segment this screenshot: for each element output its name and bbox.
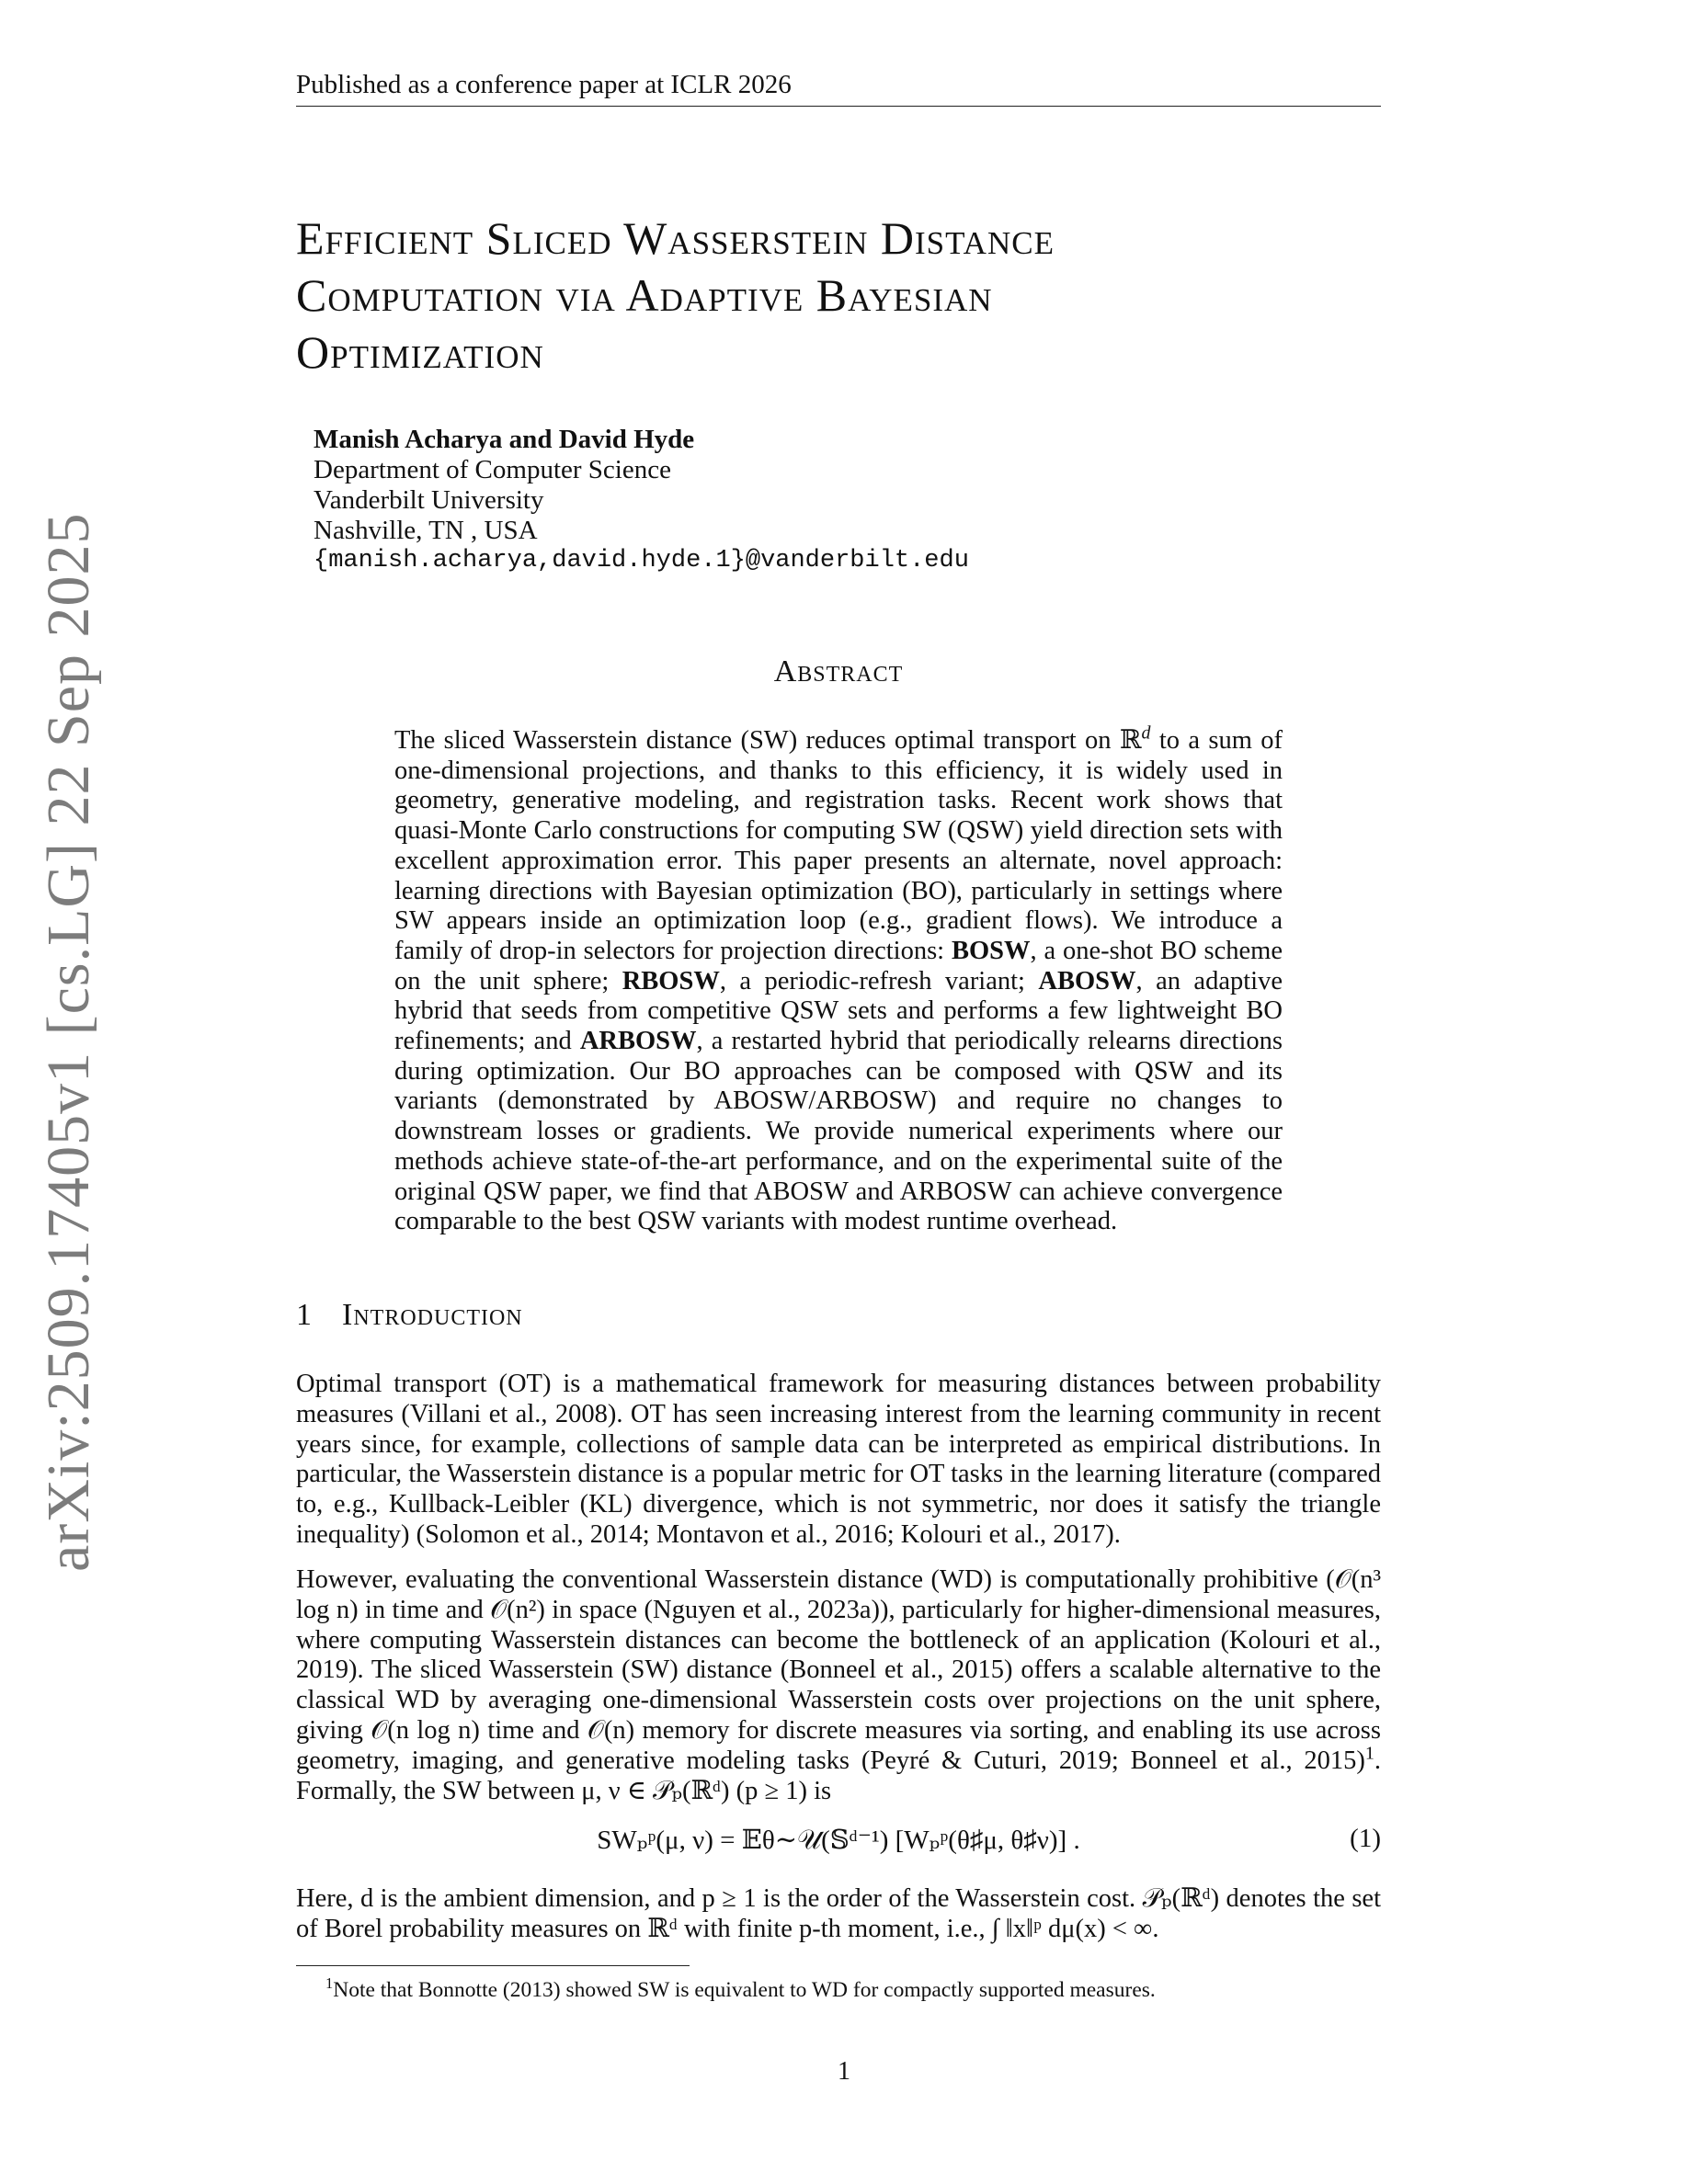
arxiv-sidebar-stamp: arXiv:2509.17405v1 [cs.LG] 22 Sep 2025 xyxy=(35,512,102,1572)
intro-paragraph-3: Here, d is the ambient dimension, and p ≥ 1 is the order of the Wasserstein cost. 𝒫ₚ(ℝᵈ) denotes the set of Borel probability measures on ℝᵈ with finite p-th moment, i.e., ∫ ‖x‖ᵖ dμ(x) < ∞. xyxy=(296,1884,1381,1943)
author-block xyxy=(314,425,969,576)
author-location: Nashville, TN , USA xyxy=(314,516,538,545)
abstract-text: , a restarted hybrid that periodically relearns directions during optimization. Our BO approaches can be composed with QSW and its variants (demonstrated by ABOSW/ARBOSW) and require no changes to downstream losses or gradients. We provide numerical experiments where our methods achieve state-of-the-art performance, and on the experimental suite of the original QSW paper, we find that ABOSW and ARBOSW can achieve convergence comparable to the best QSW variants with modest runtime overhead. xyxy=(394,1027,1283,1236)
title-line-1: Efficient Sliced Wasserstein Distance xyxy=(296,212,1055,264)
footnote-text: Note that Bonnotte (2013) showed SW is equivalent to WD for compactly supported measures. xyxy=(333,1978,1156,2002)
header-rule xyxy=(296,106,1381,107)
author-department: Department of Computer Science xyxy=(314,455,671,484)
method-name-abosw: ABOSW xyxy=(1038,966,1136,995)
abstract-text: , an adaptive hybrid that seeds from competitive QSW sets and performs a few lightweight BO refinements; and xyxy=(394,966,1283,1056)
section-heading-introduction xyxy=(296,1298,523,1333)
method-name-arbosw: ARBOSW xyxy=(579,1027,697,1056)
paragraph-text: . Formally, the SW between μ, ν ∈ 𝒫ₚ(ℝᵈ) (p ≥ 1) is xyxy=(296,1746,1381,1805)
page-number: 1 xyxy=(838,2057,850,2086)
abstract-text: , a one-shot BO scheme on the unit sphere; xyxy=(394,936,1283,995)
abstract-text: to a sum of one-dimensional projections, and thanks to this efficiency, it is widely used in geometry, generative modeling, and registration tasks. Recent work shows that quasi-Monte Carlo constructions for computing SW (QSW) yield direction sets with excellent approximation error. This paper presents an alternate, novel approach: learning directions with Bayesian optimization (BO), particularly in settings where SW appears inside an optimization loop (e.g., gradient flows). We introduce a family of drop-in selectors for projection directions: xyxy=(394,726,1283,965)
method-name-bosw: BOSW xyxy=(951,936,1031,965)
abstract-superscript: d xyxy=(1141,722,1151,744)
intro-paragraph-2 xyxy=(296,1565,1381,1806)
footnote-mark: 1 xyxy=(325,1974,334,1993)
intro-paragraph-1: Optimal transport (OT) is a mathematical framework for measuring distances between probability measures (Villani et al., 2008). OT has seen increasing interest from the learning community in recent years since, for example, collections of sample data can be interpreted as empirical distributions. In particular, the Wasserstein distance is a popular metric for OT tasks in the learning literature (compared to, e.g., Kullback-Leibler (KL) divergence, which is not symmetric, nor does it satisfy the triangle inequality) (Solomon et al., 2014; Montavon et al., 2016; Kolouri et al., 2017). xyxy=(296,1370,1381,1549)
equation-number: (1) xyxy=(1350,1824,1381,1853)
footnote-marker[interactable]: 1 xyxy=(1364,1743,1374,1764)
equation-body: SWₚᵖ(μ, ν) = 𝔼θ∼𝒰(𝕊ᵈ⁻¹) [Wₚᵖ(θ♯μ, θ♯ν)] . xyxy=(597,1826,1080,1855)
abstract-text: , a periodic-refresh variant; xyxy=(719,966,1039,995)
method-name-rbosw: RBOSW xyxy=(622,966,720,995)
paper-title xyxy=(296,210,1381,381)
author-email: {manish.acharya,david.hyde.1}@vanderbilt.edu xyxy=(314,547,969,574)
running-header: Published as a conference paper at ICLR 2026 xyxy=(296,70,792,99)
abstract-text: The sliced Wasserstein distance (SW) reduces optimal transport on ℝ xyxy=(394,726,1142,755)
paragraph-text: However, evaluating the conventional Wasserstein distance (WD) is computationally prohibitive (𝒪(n³ log n) in time and 𝒪(n²) in space (Nguyen et al., 2023a)), particularly for higher-dimensional measures, where computing Wasserstein distances can become the bottleneck of an application (Kolouri et al., 2019). The sliced Wasserstein (SW) distance (Bonneel et al., 2015) offers a scalable alternative to the classical WD by averaging one-dimensional Wasserstein costs over projections on the unit sphere, giving 𝒪(n log n) time and 𝒪(n) memory for discrete measures via sorting, and enabling its use across geometry, imaging, and generative modeling tasks (Peyré & Cuturi, 2019; Bonneel et al., 2015) xyxy=(296,1565,1381,1775)
author-university: Vanderbilt University xyxy=(314,485,544,515)
title-line-2: Computation via Adaptive Bayesian xyxy=(296,269,993,321)
abstract-body xyxy=(394,722,1283,1237)
abstract-heading: Abstract xyxy=(773,654,904,688)
section-title: Introduction xyxy=(342,1298,523,1332)
author-names: Manish Acharya and David Hyde xyxy=(314,425,695,454)
footnote xyxy=(325,1974,1156,2003)
section-number: 1 xyxy=(296,1298,313,1332)
equation-1 xyxy=(296,1824,1381,1860)
footnote-rule xyxy=(296,1965,690,1966)
title-line-3: Optimization xyxy=(296,326,544,378)
